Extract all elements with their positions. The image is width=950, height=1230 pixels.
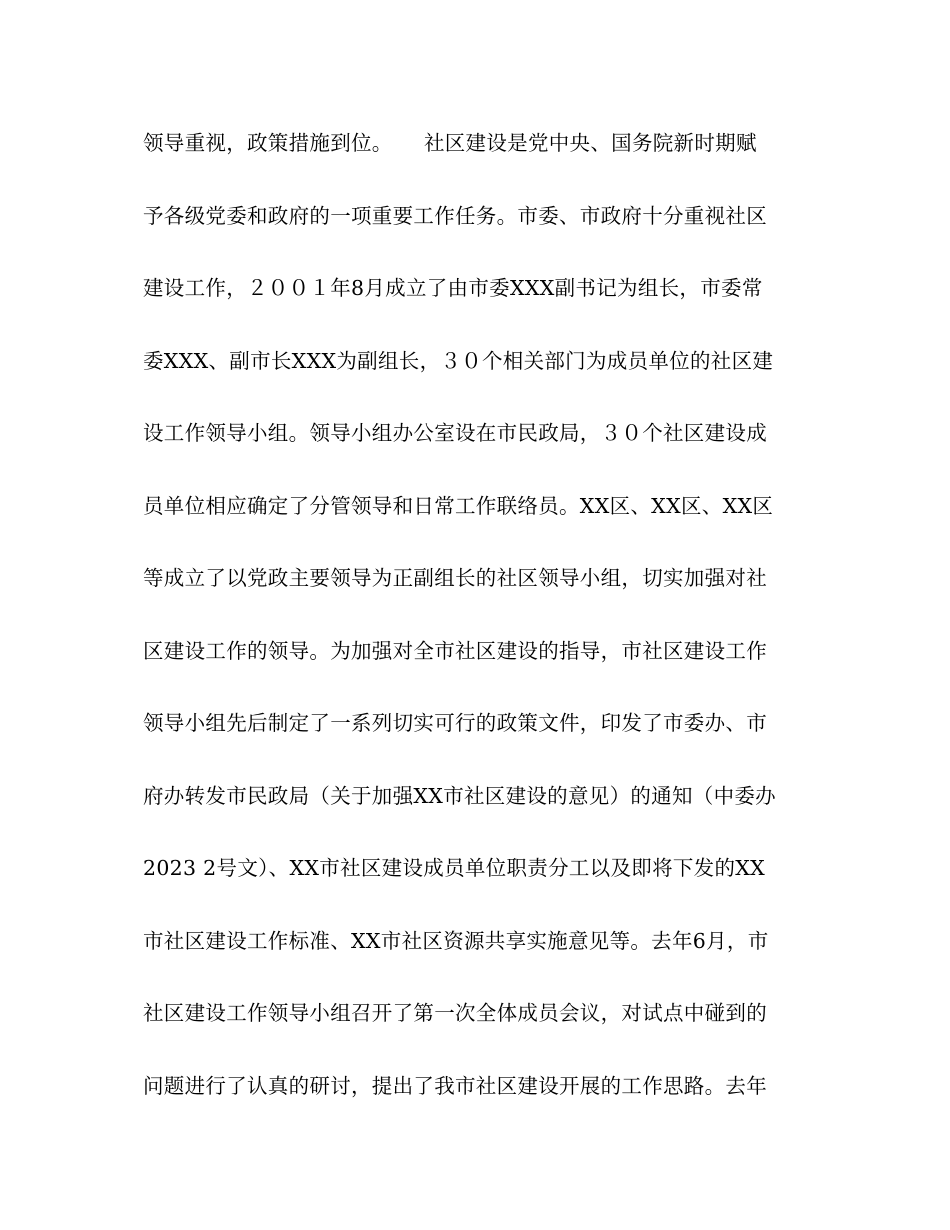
text-line-2: 予各级党委和政府的一项重要工作任务。市委、市政府十分重视社区 [143, 203, 767, 228]
text-line-4: 委XXX、副市长XXX为副组长，３０个相关部门为成员单位的社区建 [143, 348, 774, 373]
text-line-12: 市社区建设工作标准、XX市社区资源共享实施意见等。去年6月，市 [143, 928, 769, 953]
text-line-3: 建设工作，２００１年8月成立了由市委XXX副书记为组长，市委常 [143, 276, 763, 300]
text-line-9: 领导小组先后制定了一系列切实可行的政策文件，印发了市委办、市 [143, 711, 767, 735]
text-line-8: 区建设工作的领导。为加强对全市社区建设的指导，市社区建设工作 [143, 638, 767, 663]
text-line-10: 府办转发市民政局（关于加强XX市社区建设的意见）的通知（中委办 [143, 783, 776, 808]
text-line-1: 领导重视，政策措施到位。 社区建设是党中央、国务院新时期赋 [143, 131, 757, 155]
text-line-7: 等成立了以党政主要领导为正副组长的社区领导小组，切实加强对社 [143, 566, 767, 590]
text-line-11: 2023 2号文）、XX市社区建设成员单位职责分工以及即将下发的XX [143, 856, 766, 880]
text-line-13: 社区建设工作领导小组召开了第一次全体成员会议，对试点中碰到的 [143, 1001, 767, 1025]
text-line-14: 问题进行了认真的研讨，提出了我市社区建设开展的工作思路。去年 [143, 1073, 767, 1098]
text-line-5: 设工作领导小组。领导小组办公室设在市民政局，３０个社区建设成 [143, 421, 767, 445]
text-line-6: 员单位相应确定了分管领导和日常工作联络员。XX区、XX区、XX区 [143, 493, 774, 518]
body-text [143, 123, 813, 1138]
